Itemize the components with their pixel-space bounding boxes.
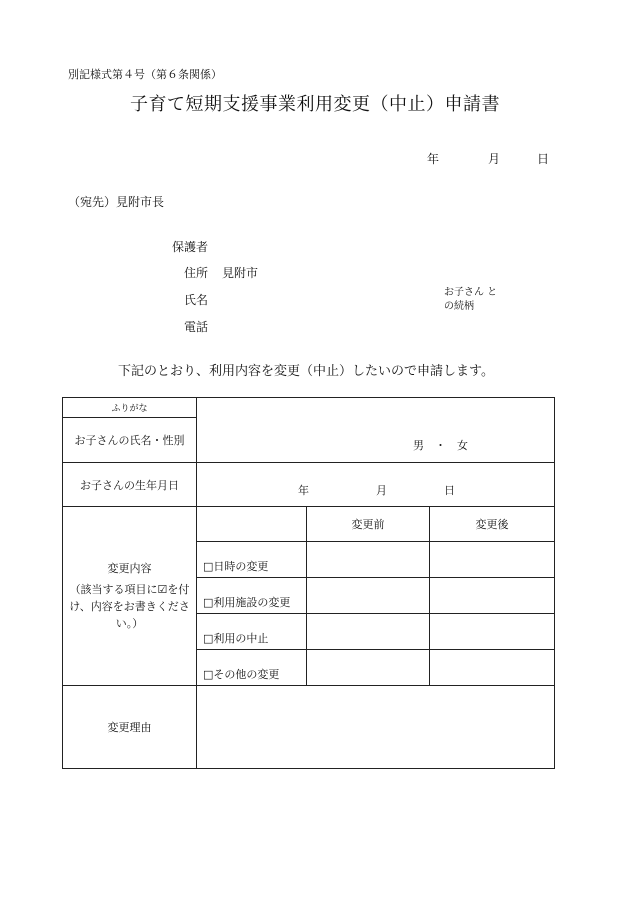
relationship-label: お子さん との続柄 [444,287,498,312]
application-statement: 下記のとおり、利用内容を変更（中止）したいので申請します。 [118,364,494,379]
cancel-after-field[interactable] [430,614,554,650]
form-number: 別記様式第４号（第６条関係） [68,68,222,81]
gender-selector[interactable]: 男 ・ 女 [413,439,468,452]
after-header: 変更後 [430,507,554,542]
change-note: （該当する項目に☑を付け、内容をお書きください。） [69,583,190,630]
change-title: 変更内容 [107,562,152,575]
child-name-field[interactable] [197,398,554,463]
change-reason-field[interactable] [197,686,554,768]
change-reason-label: 変更理由 [63,686,197,768]
date-day-label: 日 [537,152,550,166]
datetime-after-field[interactable] [430,542,554,578]
option-header-cell [197,507,307,542]
child-name-label: お子さんの氏名・性別 [63,418,197,463]
cancel-before-field[interactable] [307,614,430,650]
before-header: 変更前 [307,507,430,542]
option-datetime-checkbox[interactable]: □日時の変更 [197,542,307,578]
birth-month-label: 月 [376,484,387,497]
guardian-heading: 保護者 [172,240,209,254]
name-label: 氏名 [184,293,209,307]
facility-after-field[interactable] [430,578,554,614]
date-month-label: 月 [488,152,501,166]
birth-day-label: 日 [444,484,455,497]
birth-year-label: 年 [298,484,309,497]
option-cancel-checkbox[interactable]: □利用の中止 [197,614,307,650]
page-title: 子育て短期支援事業利用変更（中止）申請書 [130,94,500,115]
tel-label: 電話 [184,320,209,334]
date-year-label: 年 [427,152,440,166]
change-content-label [63,507,197,686]
other-after-field[interactable] [430,650,554,686]
address-label: 住所 [184,266,209,280]
option-other-checkbox[interactable]: □その他の変更 [197,650,307,686]
birth-date-label: お子さんの生年月日 [63,463,197,507]
other-before-field[interactable] [307,650,430,686]
application-table [62,397,555,769]
option-facility-checkbox[interactable]: □利用施設の変更 [197,578,307,614]
addressee: （宛先）見附市長 [68,195,165,209]
datetime-before-field[interactable] [307,542,430,578]
furigana-label: ふりがな [63,398,197,418]
address-field[interactable]: 見附市 [222,266,259,280]
facility-before-field[interactable] [307,578,430,614]
